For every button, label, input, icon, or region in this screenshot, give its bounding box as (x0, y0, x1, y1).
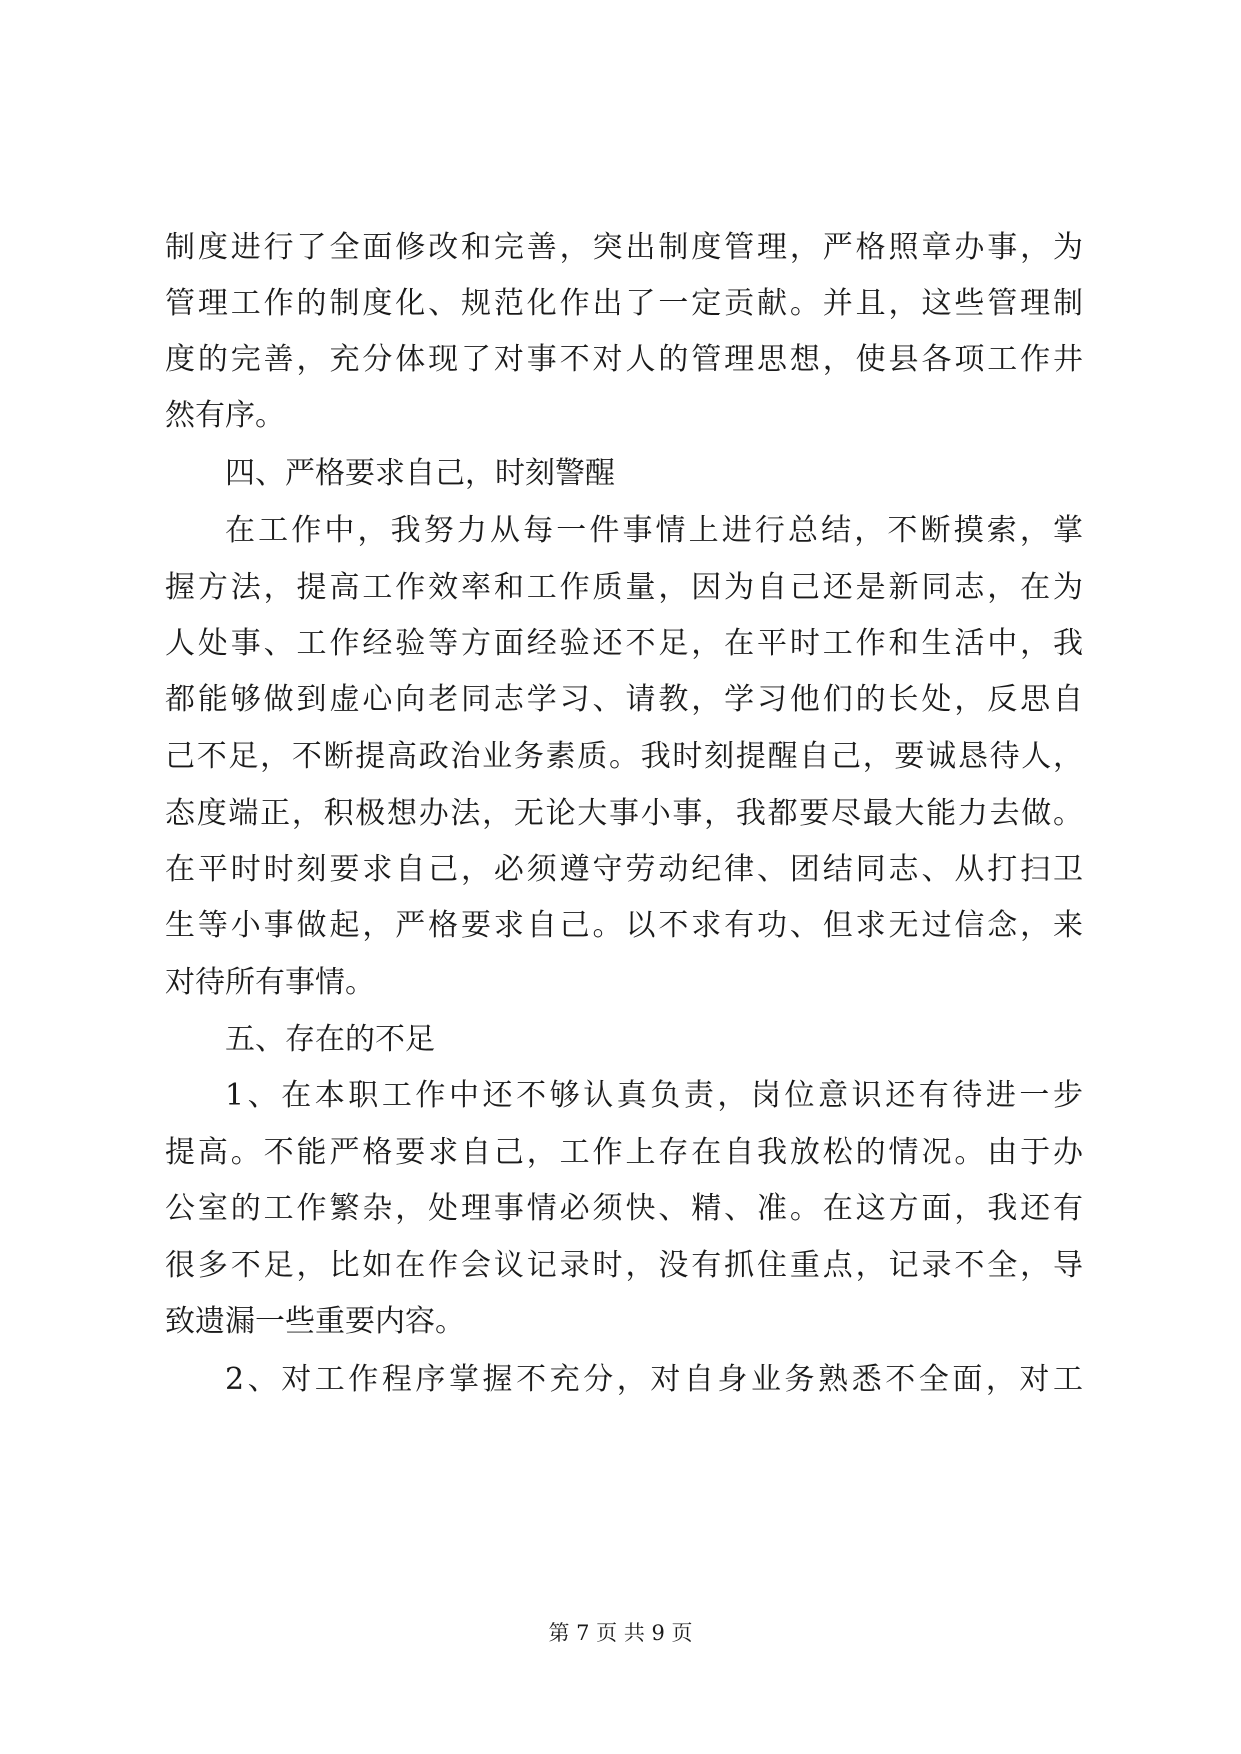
text-line: 生等小事做起，严格要求自己。以不求有功、但求无过信念，来 (165, 908, 1083, 943)
text-line: 提高。不能严格要求自己，工作上存在自我放松的情况。由于办 (165, 1135, 1083, 1170)
text-line: 度的完善，充分体现了对事不对人的管理思想，使县各项工作井 (165, 342, 1083, 377)
text-line: 己不足，不断提高政治业务素质。我时刻提醒自己，要诚恳待人， (165, 739, 1083, 774)
section-heading: 五、存在的不足 (225, 1022, 435, 1057)
text-line: 管理工作的制度化、规范化作出了一定贡献。并且，这些管理制 (165, 286, 1083, 321)
text-line: 然有序。 (165, 398, 285, 433)
text-line: 态度端正，积极想办法，无论大事小事，我都要尽最大能力去做。 (165, 796, 1083, 831)
text-line: 公室的工作繁杂，处理事情必须快、精、准。在这方面，我还有 (165, 1191, 1083, 1226)
page-number-footer: 第 7 页 共 9 页 (548, 1621, 693, 1645)
section-heading: 四、严格要求自己，时刻警醒 (225, 456, 615, 491)
text-line: 制度进行了全面修改和完善，突出制度管理，严格照章办事，为 (165, 230, 1083, 265)
paragraph-first-line: 在工作中，我努力从每一件事情上进行总结，不断摸索，掌 (225, 513, 1083, 548)
text-line: 握方法，提高工作效率和工作质量，因为自己还是新同志，在为 (165, 570, 1083, 605)
text-line: 人处事、工作经验等方面经验还不足，在平时工作和生活中，我 (165, 626, 1083, 661)
text-line: 在平时时刻要求自己，必须遵守劳动纪律、团结同志、从打扫卫 (165, 852, 1083, 887)
text-line: 致遗漏一些重要内容。 (165, 1304, 465, 1339)
paragraph-first-line: 1、在本职工作中还不够认真负责，岗位意识还有待进一步 (225, 1078, 1083, 1113)
text-line: 很多不足，比如在作会议记录时，没有抓住重点，记录不全，导 (165, 1248, 1083, 1283)
paragraph-first-line: 2、对工作程序掌握不充分，对自身业务熟悉不全面，对工 (225, 1362, 1083, 1397)
text-line: 都能够做到虚心向老同志学习、请教，学习他们的长处，反思自 (165, 682, 1083, 717)
text-line: 对待所有事情。 (165, 965, 375, 1000)
